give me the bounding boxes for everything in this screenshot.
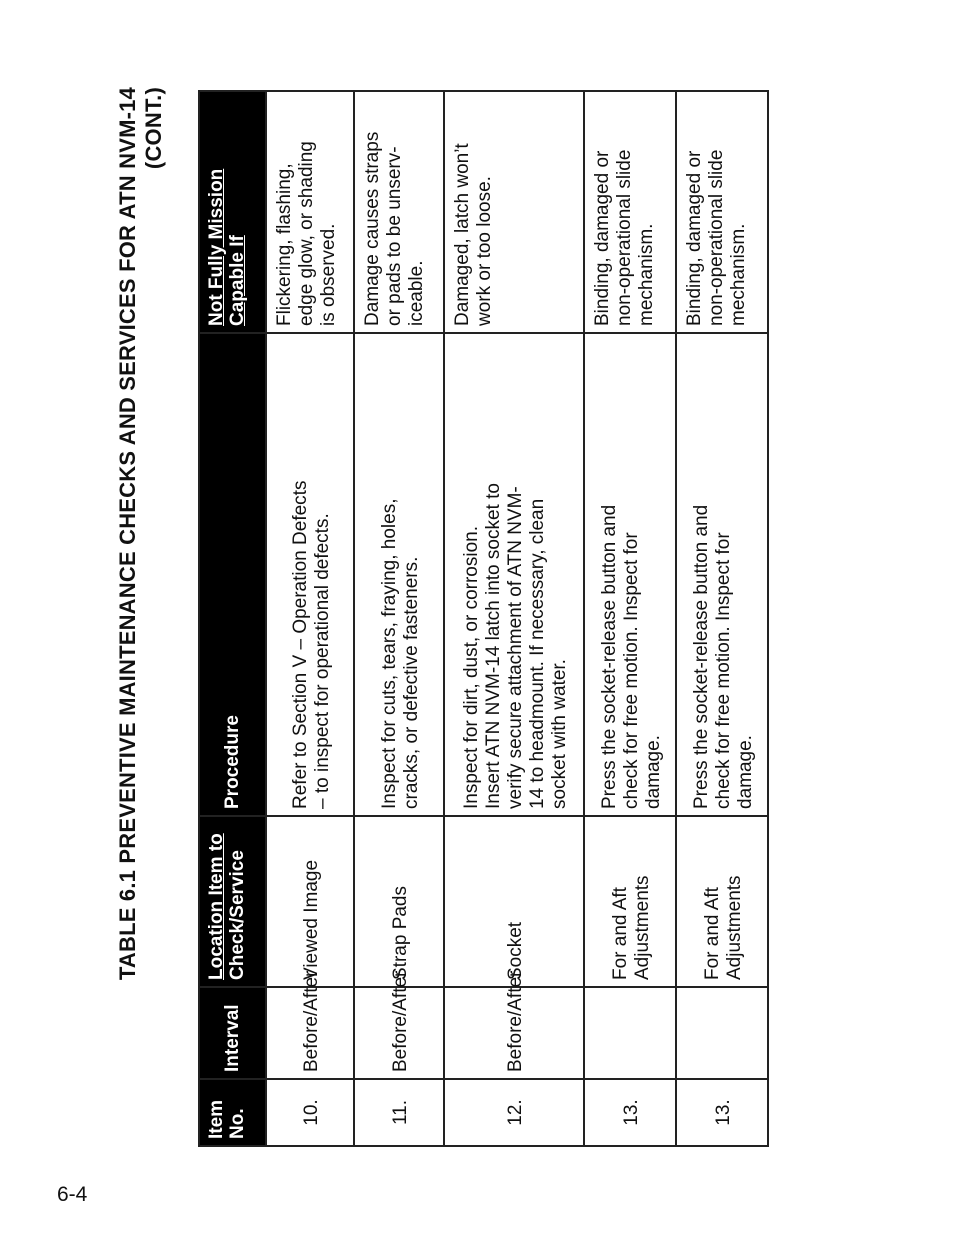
table-title-line-1: TABLE 6.1 PREVENTIVE MAINTENANCE CHECKS AND SERVICES FOR ATN NVM-14 [115,87,140,981]
nfmc-cell-line: is observed. [318,223,339,326]
nfmc-cell [266,91,354,333]
header-procedure: Procedure [199,333,266,816]
interval-cell [676,987,768,1079]
procedure-cell-line: check for free motion. Inspect for [620,532,642,809]
location-cell-line: Viewed Image [300,859,322,980]
location-cell-line: For and Aft [609,887,631,980]
table-row [266,91,354,1146]
table-row [676,91,768,1146]
item-no-cell: 11. [354,1079,444,1146]
location-cell [584,816,676,987]
location-cell [354,816,444,987]
procedure-cell [354,333,444,816]
procedure-cell-line: Refer to Section V – Operation Defects [289,480,311,809]
procedure-cell-line: Press the socket-release button and [690,504,712,809]
procedure-cell-line: Inspect for cuts, tears, fraying, holes, [378,498,400,809]
procedure-cell-line: Insert ATN NVM-14 latch into socket to [482,483,504,809]
interval-cell: Before/After [266,987,354,1079]
nfmc-cell [354,91,444,333]
table-header-row [199,91,266,1146]
nfmc-cell-line: Binding, damaged or [684,150,705,326]
header-interval: Interval [199,987,266,1079]
location-cell-line: Socket [504,921,526,980]
rotated-content [115,87,775,1147]
procedure-cell-line: damage. [642,735,664,809]
item-no-cell: 10. [266,1079,354,1146]
nfmc-cell-line: Binding, damaged or [592,150,613,326]
location-cell-line: For and Aft [701,887,723,980]
procedure-cell-line: cracks, or defective fasteners. [400,556,422,809]
nfmc-cell-line: iceable. [406,260,427,326]
table-row [584,91,676,1146]
procedure-cell-line: socket with water. [548,659,570,809]
page-number: 6-4 [57,1183,88,1206]
procedure-cell [584,333,676,816]
procedure-cell-line: Inspect for dirt, dust, or corrosion. [460,525,482,809]
location-cell [266,816,354,987]
procedure-cell-line: damage. [734,735,756,809]
location-cell-line: Strap Pads [389,886,411,980]
header-location: Location Item to Check/Service [199,816,266,987]
table-row [354,91,444,1146]
nfmc-cell-line: non-operational slide [614,149,635,326]
nfmc-cell-line: mechanism. [728,223,749,326]
nfmc-cell [676,91,768,333]
location-cell-line: Adjustments [631,875,653,980]
table-row [444,91,584,1146]
procedure-cell-line: 14 to headmount. If necessary, clean [526,498,548,809]
pmcs-table [198,90,769,1147]
procedure-cell-line: Press the socket-release button and [598,504,620,809]
interval-cell: Before/After [444,987,584,1079]
item-no-cell: 13. [676,1079,768,1146]
item-no-cell: 13. [584,1079,676,1146]
nfmc-cell-line: Damaged, latch won’t [452,143,473,326]
header-item-no: Item No. [199,1079,266,1146]
procedure-cell-line: – to inspect for operational defects. [311,513,333,809]
nfmc-cell-line: non-operational slide [706,149,727,326]
nfmc-cell-line: Flickering, flashing, [274,163,295,326]
location-cell [444,816,584,987]
nfmc-cell-line: edge glow, or shading [296,141,317,326]
nfmc-cell [584,91,676,333]
procedure-cell [676,333,768,816]
table-title [115,87,167,1147]
location-cell-line: Adjustments [723,875,745,980]
nfmc-cell-line: mechanism. [636,223,657,326]
interval-cell: Before/After [354,987,444,1079]
location-cell [676,816,768,987]
nfmc-cell-line: Damage causes straps [362,131,383,326]
procedure-cell-line: verify secure attachment of ATN NVM- [504,486,526,809]
procedure-cell [266,333,354,816]
interval-cell [584,987,676,1079]
procedure-cell-line: check for free motion. Inspect for [712,532,734,809]
procedure-cell [444,333,584,816]
table-title-line-2: (CONT.) [141,87,166,170]
nfmc-cell [444,91,584,333]
nfmc-cell-line: or pads to be unserv- [384,146,405,326]
nfmc-cell-line: work or too loose. [474,176,495,326]
item-no-cell: 12. [444,1079,584,1146]
header-nfmc: Not Fully Mission Capable If [199,91,266,333]
